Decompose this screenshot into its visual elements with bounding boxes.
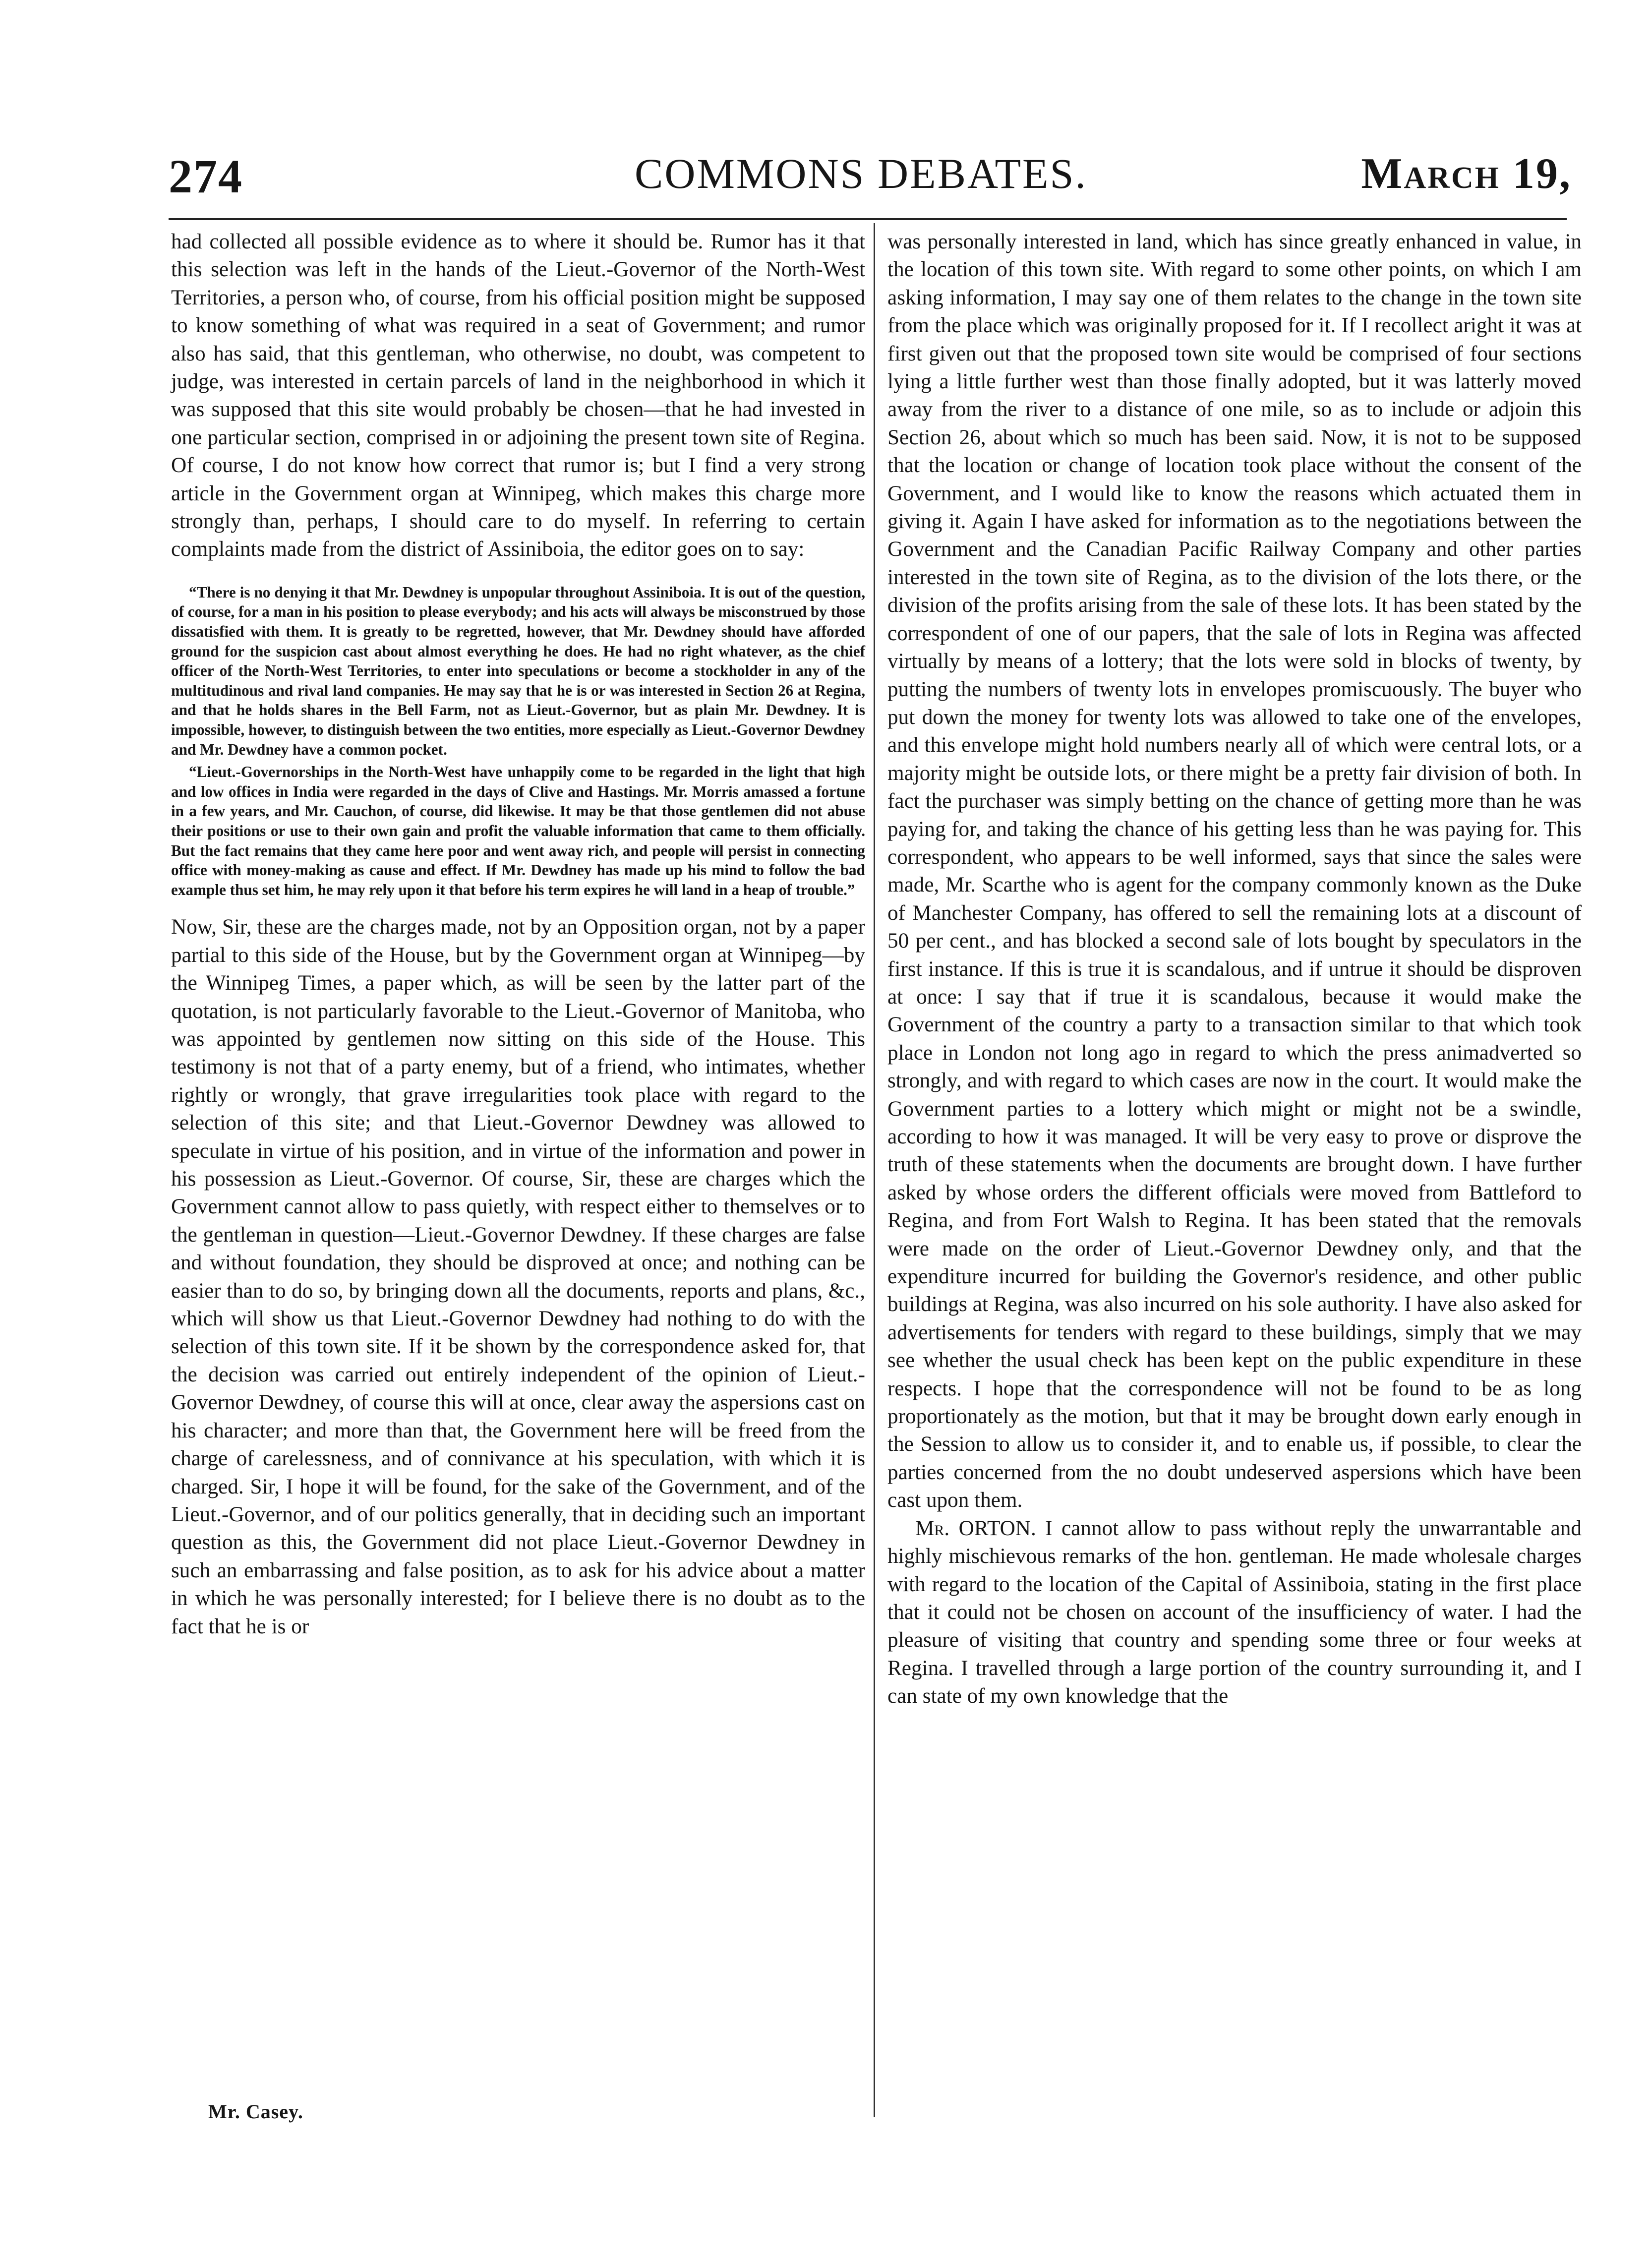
right-paragraph-1: was personally interested in land, which has since greatly enhanced in value, in the location of this town site. With regard to some other points, on which I am asking information, I may say one of them relates to the change in the town site from the place which was originally proposed for it. If I recollect aright it was at first given out that the proposed town site would be comprised of four sections lying a little further west than those finally adopted, but it was latterly moved away from the river to a distance of one mile, so as to include or adjoin this Section 26, about which so much has been said. Now, it is not to be supposed that the location or change of location took place without the consent of the Government, and I would like to know the reasons which actuated them in giving it. Again I have asked for information as to the negotiations between the Government and the Canadian Pacific Railway Company and other parties interested in the town site of Regina, as to the division of the lots there, or the division of the profits arising from the sale of these lots. It has been stated by the correspondent of one of our papers, that the sale of lots in Regina was affected virtually by means of a lottery; that the lots were sold in blocks of twenty, by putting the numbers of twenty lots in envelopes promiscuously. The buyer who put down the money for twenty lots was allowed to take one of the envelopes, and this envelope might hold numbers nearly all of which were central lots, or a majority might be outside lots, or there might be a pretty fair division of both. In fact the purchaser was simply betting on the chance of getting more than he was paying for, and taking the chance of his getting less than he was paying for. This correspondent, who appears to be well informed, says that since the sales were made, Mr. Scarthe who is agent for the company commonly known as the Duke of Manchester Company, has offered to sell the remaining lots at a discount of 50 per cent., and has blocked a second sale of lots bought by speculators in the first instance. If this is true it is scandalous, and if untrue it should be disproven at once: I say that if true it is scandalous, because it would make the Government of the country a party to a transaction similar to that which took place in London not long ago in regard to which the press animadverted so strongly, and with regard to which cases are now in the court. It would make the Government parties to a lottery which might or might not be a swindle, according to how it was managed. It will be very easy to prove or disprove the truth of these statements when the documents are brought down. I have further asked by whose orders the different officials were moved from Battleford to Regina, and from Fort Walsh to Regina. It has been stated that the removals were made on the order of Lieut.-Governor Dewdney only, and that the expenditure incurred for building the Governor's residence, and other public buildings at Regina, was also incurred on his sole authority. I have also asked for advertisements for tenders with regard to these buildings, simply that we may see whether the usual check has been kept on the public expenditure in these respects. I hope that the correspondence will not be found to be as long proportionately as the motion, but that it may be brought down early enough in the Session to allow us to consider it, and to enable us, if possible, to clear the parties concerned from the no doubt undeserved aspersions which have been cast upon them.: [887, 230, 1582, 1512]
footer-signature: Mr. Casey.: [208, 2100, 303, 2123]
speaker-name: Mr. ORTON.: [915, 1516, 1036, 1540]
quote-paragraph-2: “Lieut.-Governorships in the North-West have unhappily come to be regarded in the light that high and low offices in India were regarded in the days of Clive and Hastings. Mr. Morris amassed a fortune in a few years, and Mr. Cauchon, of course, did likewise. It may be that those gentlemen did not abuse their positions or use to their own gain and profit the valuable information that came to them officially. But the fact remains that they came here poor and went away rich, and people will persist in connecting office with money-making as cause and effect. If Mr. Dewdney has made up his mind to follow the bad example thus set him, he may rely upon it that before his term expires he will land in a heap of trouble.”: [171, 763, 865, 898]
column-divider: [874, 223, 875, 2117]
quoted-article: [171, 583, 865, 900]
running-title: COMMONS DEBATES.: [635, 150, 1087, 197]
left-paragraph-2: Now, Sir, these are the charges made, not by an Opposition organ, not by a paper partial to this side of the House, but by the Government organ at Winnipeg—by the Winnipeg Times, a paper which, as will be seen by the latter part of the quotation, is not particularly favorable to the Lieut.-Governor of Manitoba, who was appointed by gentlemen now sitting on this side of the House. This testimony is not that of a party enemy, but of a friend, who intimates, whether rightly or wrongly, that grave irregularities took place with regard to the selection of this site; and that Lieut.-Governor Dewdney was allowed to speculate in virtue of his position, and in virtue of the information and power in his possession as Lieut.-Governor. Of course, Sir, these are charges which the Government cannot allow to pass quietly, with respect either to themselves or to the gentleman in question—Lieut.-Governor Dewdney. If these charges are false and without foundation, they should be disproved at once; and nothing can be easier than to do so, by bringing down all the documents, reports and plans, &c., which will show us that Lieut.-Governor Dewdney had nothing to do with the selection of this town site. If it be shown by the correspondence asked for, that the decision was carried out entirely independent of the opinion of Lieut.-Governor Dewdney, of course this will at once, clear away the aspersions cast on his character; and more than that, the Government here will be freed from the charge of carelessness, and of connivance at his speculation, with which it is charged. Sir, I hope it will be found, for the sake of the Government, and of the Lieut.-Governor, and of our politics generally, that in deciding such an important question as this, the Government did not place Lieut.-Governor Dewdney in such an embarrassing and false position, as to ask for his advice about a matter in which he was personally interested; for I believe there is no doubt as to the fact that he is or: [171, 915, 865, 1638]
left-column: [171, 228, 865, 1641]
left-paragraph-1: had collected all possible evidence as to where it should be. Rumor has it that this selection was left in the hands of the Lieut.-Governor of the North-West Territories, a person who, of course, from his official position might be supposed to know something of what was required in a seat of Government; and rumor also has said, that this gentleman, who otherwise, no doubt, was competent to judge, was interested in certain parcels of land in the neighborhood in which it was supposed that this site would probably be chosen—that he had invested in one particular section, comprised in or adjoining the present town site of Regina. Of course, I do not know how correct that rumor is; but I find a very strong article in the Government organ at Winnipeg, which makes this charge more strongly than, perhaps, I should care to do myself. In referring to certain complaints made from the district of Assiniboia, the editor goes on to say:: [171, 230, 865, 561]
quote-paragraph-1: “There is no denying it that Mr. Dewdney is unpopular throughout Assiniboia. It is out of the question, of course, for a man in his position to please everybody; and his acts will always be misconstrued by those dissatisfied with them. It is greatly to be regretted, however, that Mr. Dewdney should have afforded ground for the suspicion cast about almost everything he does. He had no right whatever, as the chief officer of the North-West Territories, to enter into speculations or become a stockholder in any of the multitudinous and rival land companies. He may say that he is or was interested in Section 26 at Regina, and that he holds shares in the Bell Farm, not as Lieut.-Governor, but as plain Mr. Dewdney. It is impossible, however, to distinguish between the two entities, more especially as Lieut.-Governor Dewdney and Mr. Dewdney have a common pocket.: [171, 583, 865, 758]
right-paragraph-2: [887, 1515, 1582, 1711]
right-column: [887, 228, 1582, 1711]
page-date: March 19,: [1361, 150, 1572, 198]
speech-text: I cannot allow to pass without reply the unwarrantable and highly mischievous remarks of the hon. gentleman. He made wholesale charges with regard to the location of the Capital of Assiniboia, stating in the first place that it could not be chosen on account of the insufficiency of water. I had the pleasure of visiting that country and spending some three or four weeks at Regina. I travelled through a large portion of the country surrounding it, and I can state of my own knowledge that the: [887, 1516, 1582, 1708]
page-number: 274: [169, 150, 243, 203]
header-rule: [169, 218, 1567, 220]
page-header: [169, 149, 1577, 203]
